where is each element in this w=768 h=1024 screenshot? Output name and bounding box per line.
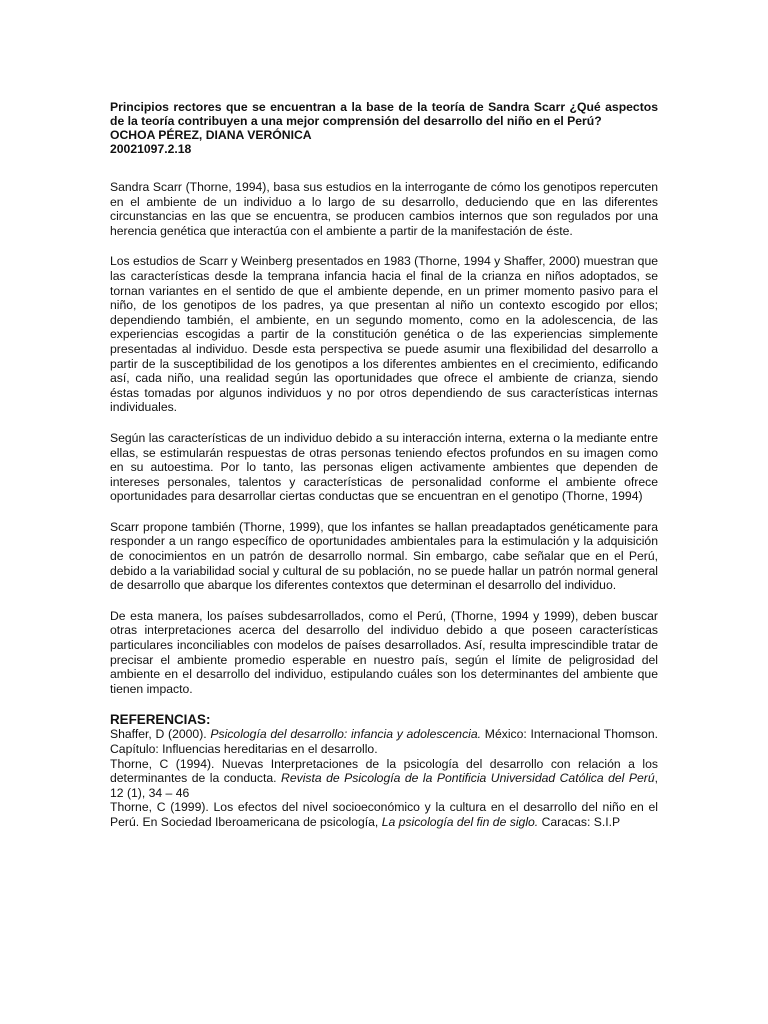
reference-item	[110, 800, 658, 829]
document-title: Principios rectores que se encuentran a la base de la teoría de Sandra Scarr ¿Qué aspectos de la teoría contribuyen a una mejor comprensión del desarrollo del niño en el Perú?	[110, 100, 658, 128]
paragraph: Los estudios de Scarr y Weinberg presentados en 1983 (Thorne, 1994 y Shaffer, 2000) muestran que las características desde la temprana infancia hacia el final de la crianza en niños adoptados, se tornan variantes en el sentido de que el ambiente depende, en un primer momento pasivo para el niño, de los genotipos de los padres, ya que presentan al niño un contexto escogido por ellos; dependiendo también, el ambiente, en un segundo momento, como en la adolescencia, de las experiencias escogidas a partir de la constitución genética o de las experiencias simplemente presentadas al individuo. Desde esta perspectiva se puede asumir una flexibilidad del desarrollo a partir de la susceptibilidad de los genotipos a los diferentes ambientes en el crecimiento, edificando así, cada niño, una realidad según las oportunidades que ofrece el ambiente de crianza, siendo éstas tomadas por algunos individuos y no por otros dependiendo de sus características internas individuales.	[110, 254, 658, 415]
reference-text: Thorne, C (1994). Nuevas Interpretaciones de la psicología del desarrollo con relación a los determinantes de la conducta.	[110, 756, 658, 786]
reference-item	[110, 757, 658, 801]
references-section	[110, 712, 658, 829]
references-title: REFERENCIAS:	[110, 712, 211, 728]
paragraph: Sandra Scarr (Thorne, 1994), basa sus estudios en la interrogante de cómo los genotipos repercuten en el ambiente de un individuo a lo largo de su desarrollo, deduciendo que en las diferentes circunstancias en las que se encuentra, se producen cambios internos que son regulados por una herencia genética que interactúa con el ambiente a partir de la manifestación de éste.	[110, 180, 658, 238]
reference-item	[110, 727, 658, 756]
reference-italic: La psicología del fin de siglo.	[381, 814, 539, 829]
reference-text: México: Internacional Thomson. Capítulo: Influencias hereditarias en el desarrollo.	[110, 727, 658, 756]
reference-text: , 12 (1), 34 – 46	[110, 771, 658, 800]
reference-text: Thorne, C (1999). Los efectos del nivel socioeconómico y la cultura en el desarrollo del niño en el Perú. En Sociedad Iberoamericana de psicología,	[110, 800, 658, 829]
reference-italic: Revista de Psicología de la Pontificia Universidad Católica del Perú	[281, 771, 655, 786]
reference-text: Shaffer, D (2000).	[110, 727, 211, 742]
paragraph: Según las características de un individuo debido a su interacción interna, externa o la mediante entre ellas, se estimularán respuestas de otras personas teniendo efectos profundos en su imagen como en su autoestima. Por lo tanto, las personas eligen activamente ambientes que dependen de intereses personales, talentos y características de personalidad conforme el ambiente ofrece oportunidades para desarrollar ciertas conductas que se encuentran en el genotipo (Thorne, 1994)	[110, 430, 658, 504]
paragraph: De esta manera, los países subdesarrollados, como el Perú, (Thorne, 1994 y 1999), deben buscar otras interpretaciones acerca del desarrollo del individuo debido a que poseen características particulares inconciliables con modelos de países desarrollados. Así, resulta imprescindible tratar de precisar el ambiente promedio esperable en nuestro país, según el límite de peligrosidad del ambiente en el desarrollo del individuo, estipulando cuáles son los determinantes del ambiente que tienen impacto.	[110, 608, 658, 696]
reference-italic: Psicología del desarrollo: infancia y adolescencia.	[210, 727, 482, 742]
document-body	[110, 180, 658, 696]
paragraph: Scarr propone también (Thorne, 1999), que los infantes se hallan preadaptados genéticamente para responder a un rango específico de oportunidades ambientales para la estimulación y la adquisición de conocimientos en un patrón de desarrollo normal. Sin embargo, cabe señalar que en el Perú, debido a la variabilidad social y cultural de su población, no se puede hallar un patrón normal general de desarrollo que abarque los diferentes contextos que determinan el desarrollo del individuo.	[110, 519, 658, 593]
author-name: OCHOA PÉREZ, DIANA VERÓNICA	[110, 128, 312, 142]
student-code: 20021097.2.18	[110, 142, 192, 156]
reference-text: Caracas: S.I.P	[538, 814, 621, 829]
document-header	[110, 100, 658, 156]
